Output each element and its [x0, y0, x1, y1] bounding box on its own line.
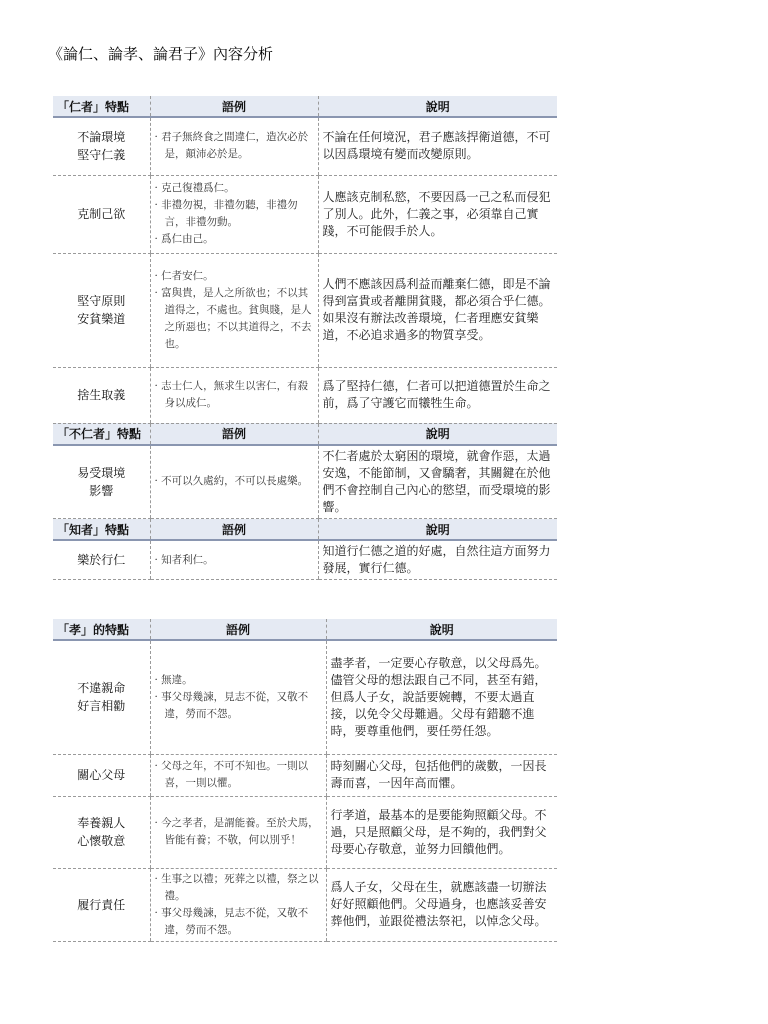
- feature-line: 不違親命: [77, 681, 126, 696]
- row-feature: [53, 868, 150, 941]
- quote-item: · 志士仁人，無求生以害仁，有殺身以成仁。: [154, 380, 309, 409]
- quote-item: · 克己復禮爲仁。: [154, 182, 235, 194]
- feature-line: 關心父母: [77, 768, 126, 782]
- row-feature: [53, 445, 150, 519]
- feature-line: 心懷敬意: [77, 834, 126, 848]
- table-row: [53, 640, 557, 754]
- quote-item: · 父母之年，不可不知也。一則以喜，一則以懼。: [154, 760, 309, 789]
- row-quotes: [150, 367, 318, 423]
- quote-item: · 非禮勿視，非禮勿聽，非禮勿言，非禮勿動。: [154, 199, 298, 228]
- table-row: [53, 367, 557, 423]
- ren-analysis-table: [53, 96, 557, 580]
- row-quotes: [150, 868, 326, 941]
- table-row: [53, 754, 557, 796]
- feature-line: 克制己欲: [77, 207, 126, 221]
- feature-line: 不論環境: [77, 130, 126, 145]
- table-row: [53, 117, 557, 175]
- row-feature: [53, 175, 150, 253]
- row-quotes: [150, 117, 318, 175]
- table-row: [53, 540, 557, 580]
- feature-line: 安貧樂道: [77, 312, 126, 326]
- row-explanation: 時刻關心父母，包括他們的歲數，一因長壽而喜，一因年高而懼。: [326, 754, 557, 796]
- section-header-explain: 說明: [326, 619, 557, 640]
- feature-line: 易受環境: [77, 465, 126, 480]
- feature-line: 堅守仁義: [77, 148, 126, 163]
- feature-line: 樂於行仁: [77, 553, 126, 567]
- table-row: [53, 445, 557, 519]
- row-explanation: 不論在任何境況，君子應該捍衛道德，不可以因爲環境有變而改變原則。: [318, 117, 557, 175]
- row-feature: [53, 754, 150, 796]
- feature-line: 奉養親人: [77, 816, 126, 830]
- section-header-row: [53, 619, 557, 640]
- quote-item: · 富與貴，是人之所欲也；不以其道得之，不處也。貧與賤，是人之所惡也；不以其道得之，不去也。: [154, 286, 312, 350]
- section-header-feature: 「孝」的特點: [53, 619, 150, 640]
- row-feature: [53, 253, 150, 367]
- row-explanation: 不仁者處於太窮困的環境，就會作惡，太過安逸，不能節制，又會驕奢，其關鍵在於他們不會控制自己內心的慾望，而受環境的影響。: [318, 445, 557, 519]
- table-row: [53, 175, 557, 253]
- row-explanation: 行孝道，最基本的是要能夠照顧父母。不過，只是照顧父母，是不夠的，我們對父母要心存敬意，並努力回饋他們。: [326, 796, 557, 868]
- row-explanation: 人們不應該因爲利益而離棄仁德，即是不論得到富貴或者離開貧賤，都必須合乎仁德。如果沒有辦法改善環境，仁者理應安貧樂道，不必追求過多的物質享受。: [318, 253, 557, 367]
- section-header-feature: 「不仁者」特點: [53, 423, 150, 445]
- feature-line: 影響: [89, 483, 114, 498]
- row-explanation: 盡孝者，一定要心存敬意，以父母爲先。儘管父母的想法跟自己不同，甚至有錯，但爲人子女，說話要婉轉，不要太過直接，以免令父母難過。父母有錯聽不進時，要尊重他們，要任勞任怨。: [326, 640, 557, 754]
- section-header-quote: 語例: [150, 96, 318, 117]
- row-quotes: [150, 540, 318, 580]
- quote-item: · 今之孝者，是謂能養。至於犬馬，皆能有養；不敬，何以別乎！: [154, 817, 319, 846]
- section-header-explain: 說明: [318, 519, 557, 541]
- feature-line: 捨生取義: [77, 388, 126, 402]
- quote-item: · 仁者安仁。: [154, 269, 214, 282]
- document-title: 《論仁、論孝、論君子》內容分析: [48, 45, 274, 63]
- quote-item: · 不可以久處約，不可以長處樂。: [154, 475, 309, 488]
- table-row: [53, 868, 557, 941]
- row-feature: [53, 117, 150, 175]
- row-feature: [53, 367, 150, 423]
- section-header-row: [53, 423, 557, 445]
- section-header-row: [53, 96, 557, 117]
- section-header-quote: 語例: [150, 519, 318, 541]
- section-header-row: [53, 519, 557, 541]
- table-row: [53, 253, 557, 367]
- row-feature: [53, 796, 150, 868]
- row-feature: [53, 540, 150, 580]
- row-explanation: 爲人子女，父母在生，就應該盡一切辦法好好照顧他們。父母過身，也應該妥善安葬他們，並跟從禮法祭祀，以悼念父母。: [326, 868, 557, 941]
- section-header-explain: 說明: [318, 423, 557, 445]
- row-feature: [53, 640, 150, 754]
- feature-line: 好言相勸: [77, 699, 126, 714]
- section-header-quote: 語例: [150, 423, 318, 445]
- quote-item: · 生事之以禮；死葬之以禮，祭之以禮。: [154, 872, 319, 902]
- section-header-quote: 語例: [150, 619, 326, 640]
- quote-item: · 事父母幾諫，見志不從，又敬不違，勞而不怨。: [154, 690, 309, 720]
- table-row: [53, 796, 557, 868]
- quote-item: · 爲仁由己。: [154, 233, 214, 245]
- row-quotes: [150, 175, 318, 253]
- quote-item: · 知者利仁。: [154, 553, 214, 566]
- row-explanation: 爲了堅持仁德，仁者可以把道德置於生命之前，爲了守護它而犧牲生命。: [318, 367, 557, 423]
- feature-line: 履行責任: [77, 897, 126, 912]
- quote-item: · 君子無終食之間違仁，造次必於是，顛沛必於是。: [154, 131, 309, 161]
- row-quotes: [150, 445, 318, 519]
- xiao-analysis-table: [53, 619, 557, 942]
- row-quotes: [150, 796, 326, 868]
- row-quotes: [150, 640, 326, 754]
- section-header-feature: 「知者」特點: [53, 519, 150, 541]
- row-explanation: 知道行仁德之道的好處，自然往這方面努力發展，實行仁德。: [318, 540, 557, 580]
- quote-item: · 事父母幾諫，見志不從，又敬不違，勞而不怨。: [154, 906, 309, 936]
- section-header-feature: 「仁者」特點: [53, 96, 150, 117]
- row-quotes: [150, 253, 318, 367]
- section-header-explain: 說明: [318, 96, 557, 117]
- quote-item: · 無違。: [154, 673, 193, 686]
- feature-line: 堅守原則: [77, 294, 126, 308]
- row-quotes: [150, 754, 326, 796]
- row-explanation: 人應該克制私慾，不要因爲一己之私而侵犯了別人。此外，仁義之事，必須靠自己實踐，不可能假手於人。: [318, 175, 557, 253]
